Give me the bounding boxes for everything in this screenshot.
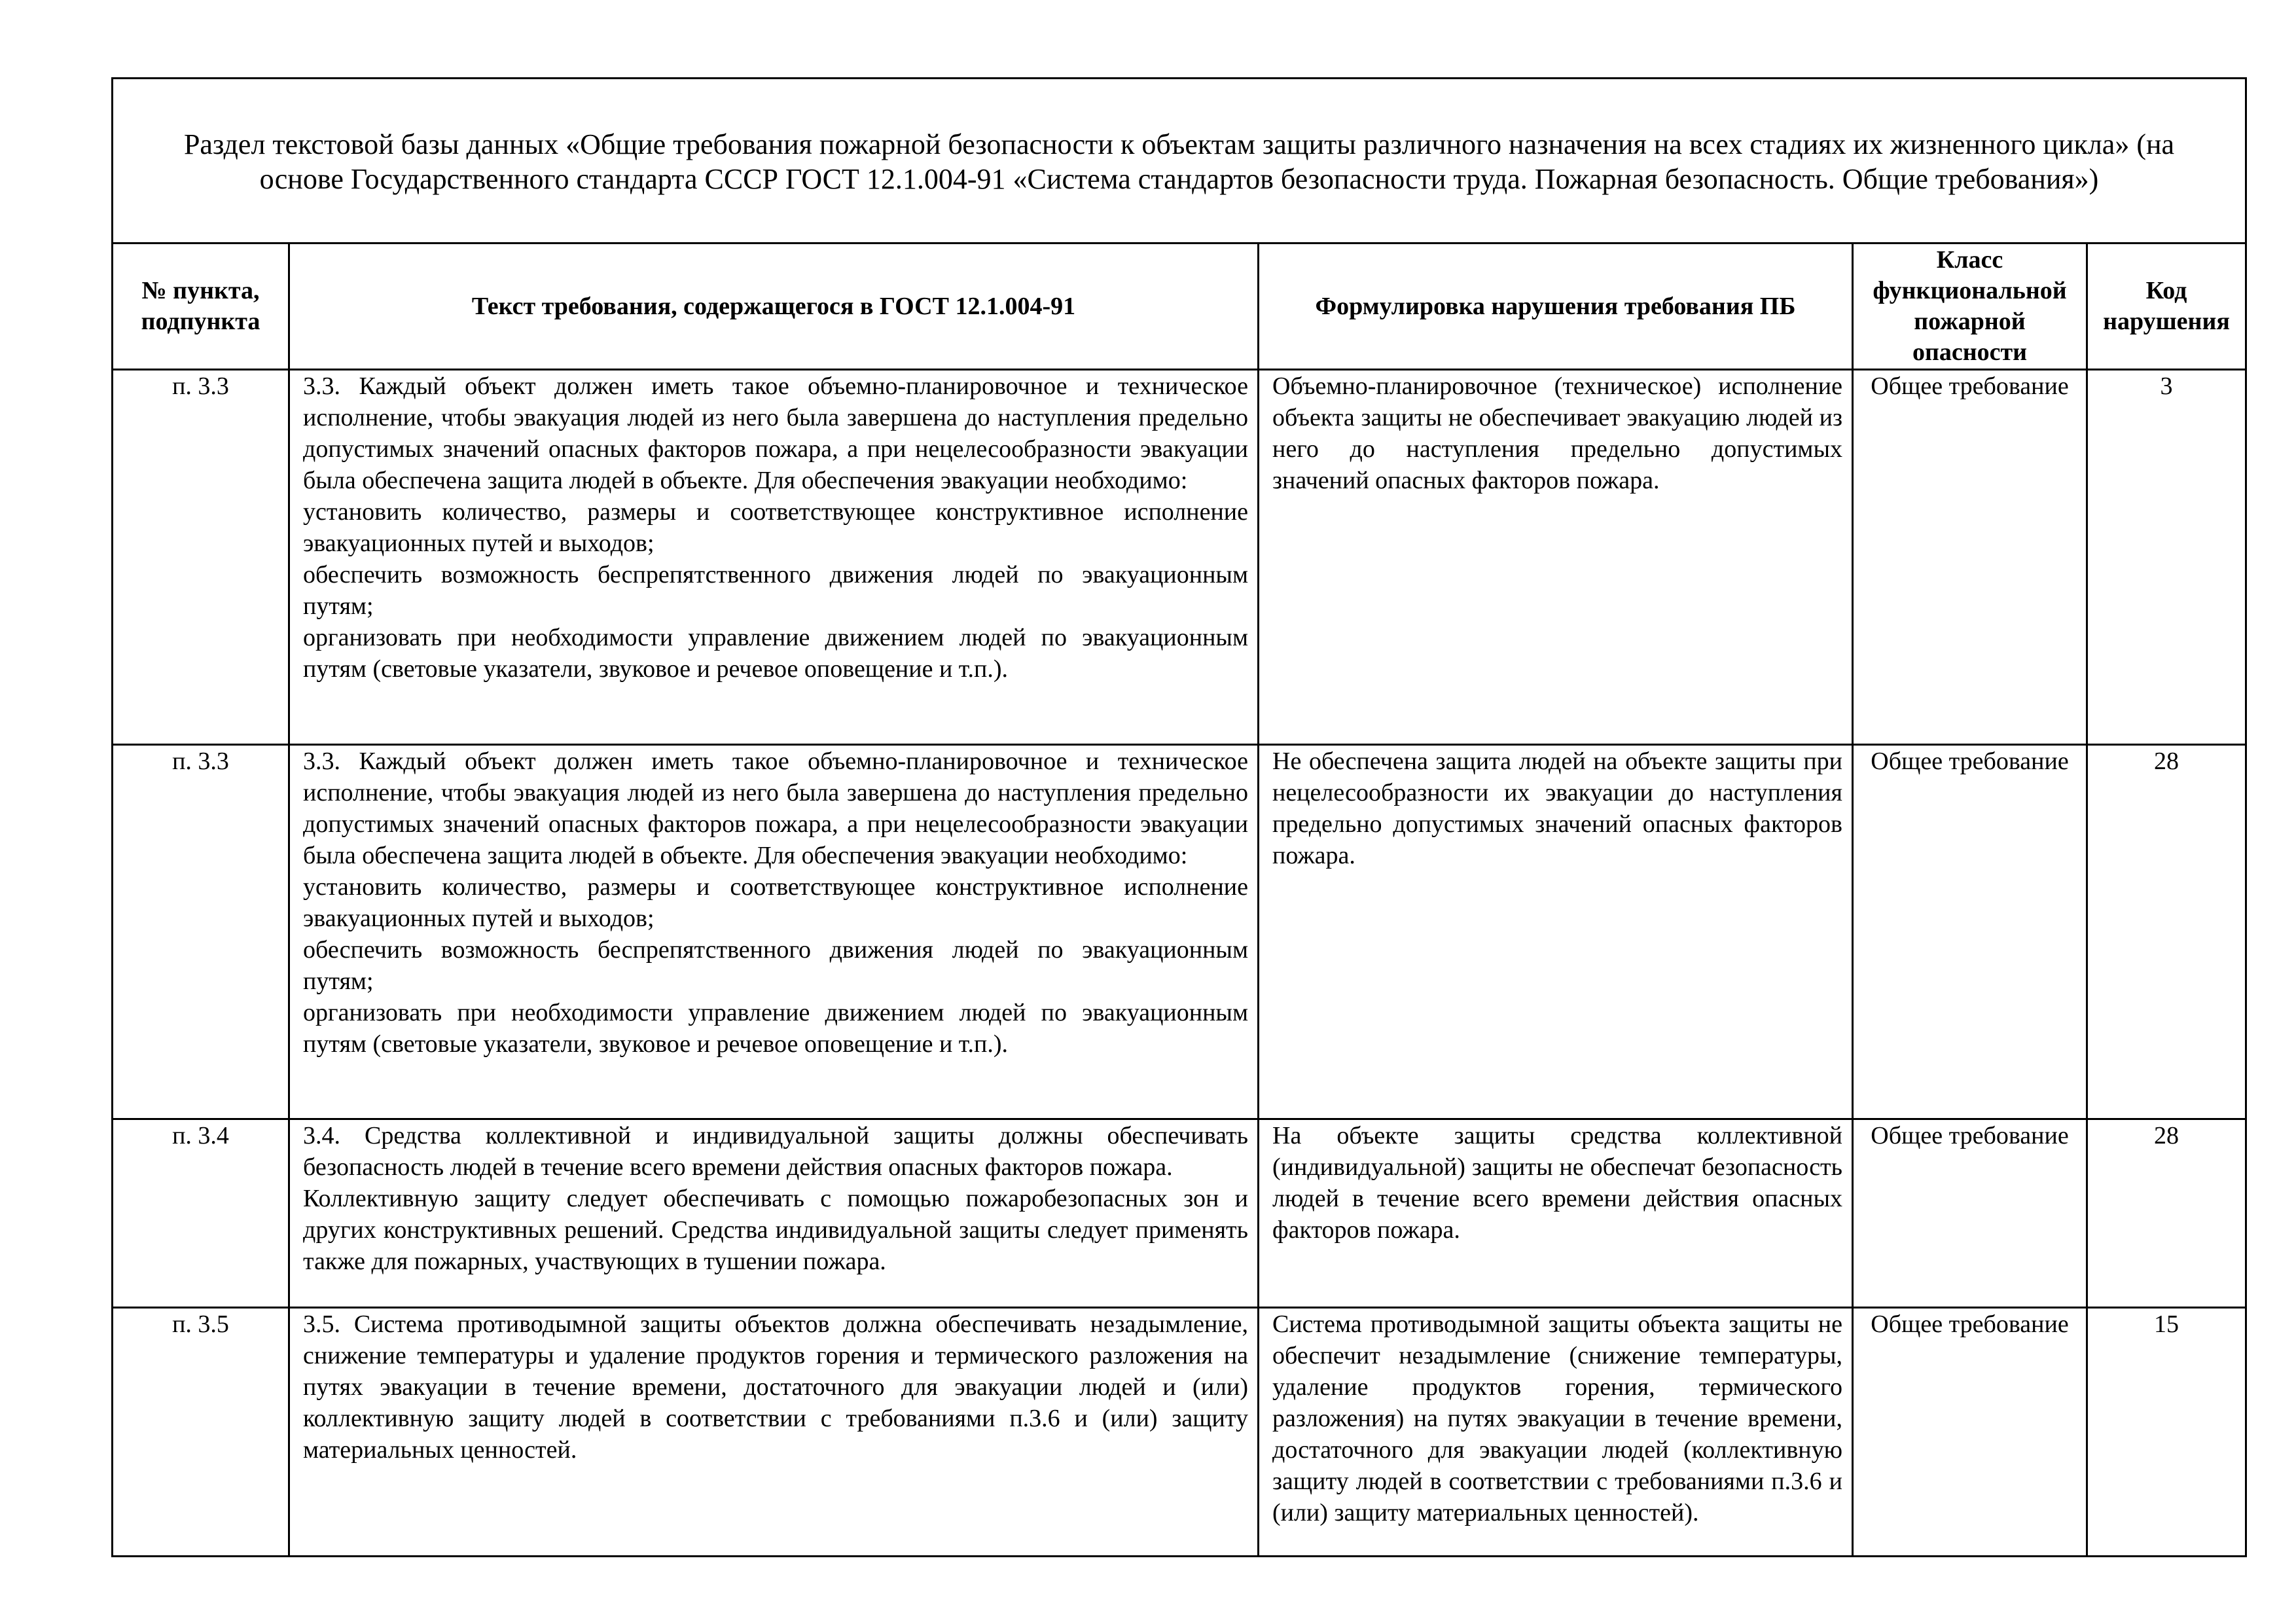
requirement-paragraph: организовать при необходимости управление движением людей по эвакуационным путям (световые указатели, звуковое и речевое оповещение и т.п.).	[303, 624, 1248, 683]
title-row	[113, 79, 2246, 244]
row-class: Общее требование	[1853, 1308, 2087, 1557]
row-num: п. 3.3	[113, 370, 289, 745]
table-row	[113, 745, 2246, 1119]
requirement-paragraph: 3.5. Система противодымной защиты объектов должна обеспечивать незадымление, снижение температуры и удаление продуктов горения и термического разложения на путях эвакуации в течение времени, достаточного для эвакуации людей и (или) коллективную защиту людей в соответствии с требованиями п.3.6 и (или) защиту материальных ценностей.	[303, 1310, 1248, 1464]
row-requirement-text	[289, 1308, 1259, 1557]
table-row	[113, 1119, 2246, 1308]
row-violation: Система противодымной защиты объекта защиты не обеспечит незадымление (снижение температуры, удаление продуктов горения, термического разложения) на путях эвакуации в течение времени, достаточного для эвакуации людей (коллективную защиту людей в соответствии с требованиями п.3.6 и (или) защиту материальных ценностей).	[1259, 1308, 1853, 1557]
requirement-paragraph: 3.4. Средства коллективной и индивидуальной защиты должны обеспечивать безопасность людей в течение всего времени действия опасных факторов пожара.	[303, 1122, 1248, 1181]
row-code: 28	[2087, 1119, 2246, 1308]
requirement-paragraph: обеспечить возможность беспрепятственного движения людей по эвакуационным путям;	[303, 936, 1248, 995]
document-title: Раздел текстовой базы данных «Общие требования пожарной безопасности к объектам защиты различного назначения на всех стадиях их жизненного цикла» (на основе Государственного стандарта СССР ГОСТ 12.1.004-91 «Система стандартов безопасности труда. Пожарная безопасность. Общие требования»)	[113, 79, 2246, 244]
requirement-paragraph: обеспечить возможность беспрепятственного движения людей по эвакуационным путям;	[303, 561, 1248, 620]
requirement-paragraph: Коллективную защиту следует обеспечивать с помощью пожаробезопасных зон и других конструктивных решений. Средства индивидуальной защиты следует применять также для пожарных, участвующих в тушении пожара.	[303, 1185, 1248, 1275]
requirement-paragraph: 3.3. Каждый объект должен иметь такое объемно-планировочное и техническое исполнение, чтобы эвакуация людей из него была завершена до наступления предельно допустимых значений опасных факторов пожара, а при нецелесообразности эвакуации была обеспечена защита людей в объекте. Для обеспечения эвакуации необходимо:	[303, 372, 1248, 494]
row-violation: На объекте защиты средства коллективной (индивидуальной) защиты не обеспечат безопасность людей в течение всего времени действия опасных факторов пожара.	[1259, 1119, 1853, 1308]
header-text: Текст требования, содержащегося в ГОСТ 12.1.004-91	[289, 244, 1259, 370]
row-num: п. 3.3	[113, 745, 289, 1119]
row-num: п. 3.5	[113, 1308, 289, 1557]
header-class: Класс функциональной пожарной опасности	[1853, 244, 2087, 370]
header-code: Код нарушения	[2087, 244, 2246, 370]
row-class: Общее требование	[1853, 1119, 2087, 1308]
requirement-paragraph: установить количество, размеры и соответствующее конструктивное исполнение эвакуационных путей и выходов;	[303, 498, 1248, 557]
table-row	[113, 1308, 2246, 1557]
row-code: 28	[2087, 745, 2246, 1119]
row-code: 15	[2087, 1308, 2246, 1557]
header-num: № пункта, подпункта	[113, 244, 289, 370]
table-row	[113, 370, 2246, 745]
row-requirement-text	[289, 745, 1259, 1119]
requirement-paragraph: установить количество, размеры и соответствующее конструктивное исполнение эвакуационных путей и выходов;	[303, 873, 1248, 932]
row-violation: Объемно-планировочное (техническое) исполнение объекта защиты не обеспечивает эвакуацию людей из него до наступления предельно допустимых значений опасных факторов пожара.	[1259, 370, 1853, 745]
header-row	[113, 244, 2246, 370]
row-requirement-text	[289, 1119, 1259, 1308]
row-class: Общее требование	[1853, 370, 2087, 745]
row-num: п. 3.4	[113, 1119, 289, 1308]
requirements-table	[111, 77, 2247, 1557]
row-code: 3	[2087, 370, 2246, 745]
requirement-paragraph: организовать при необходимости управление движением людей по эвакуационным путям (световые указатели, звуковое и речевое оповещение и т.п.).	[303, 999, 1248, 1058]
row-violation: Не обеспечена защита людей на объекте защиты при нецелесообразности их эвакуации до наступления предельно допустимых значений опасных факторов пожара.	[1259, 745, 1853, 1119]
row-requirement-text	[289, 370, 1259, 745]
row-class: Общее требование	[1853, 745, 2087, 1119]
header-violation: Формулировка нарушения требования ПБ	[1259, 244, 1853, 370]
requirement-paragraph: 3.3. Каждый объект должен иметь такое объемно-планировочное и техническое исполнение, чтобы эвакуация людей из него была завершена до наступления предельно допустимых значений опасных факторов пожара, а при нецелесообразности эвакуации была обеспечена защита людей в объекте. Для обеспечения эвакуации необходимо:	[303, 748, 1248, 869]
